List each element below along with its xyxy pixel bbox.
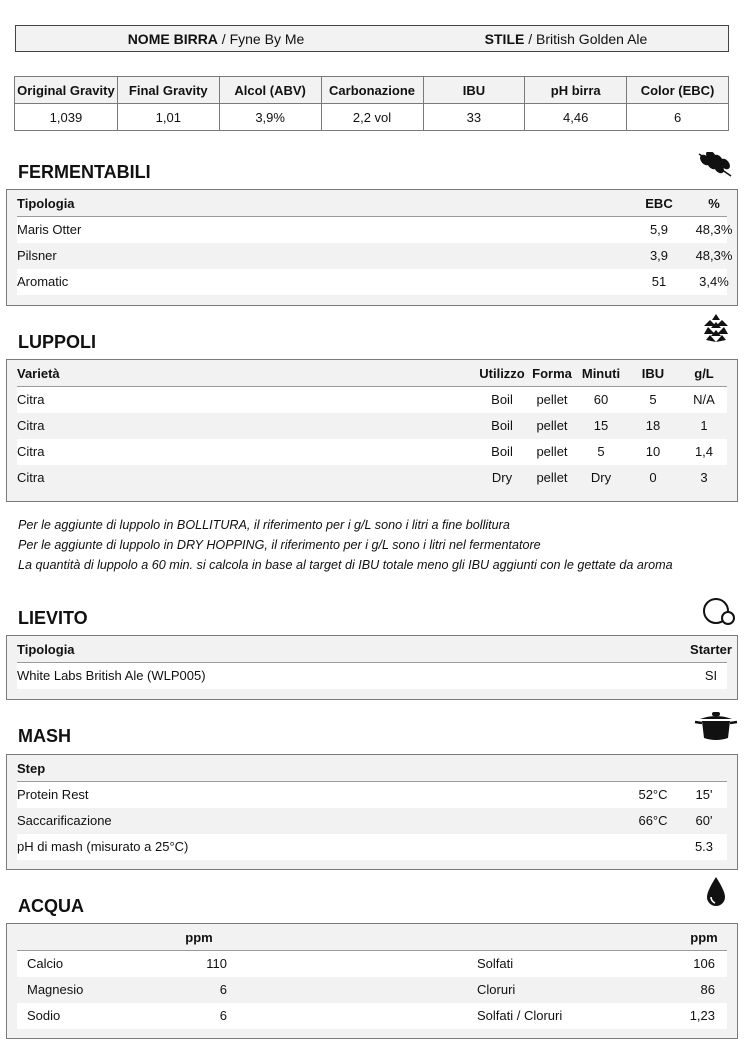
- stats-header: pH birra: [525, 77, 627, 104]
- stats-header: Color (EBC): [627, 77, 729, 104]
- hop-form: pellet: [536, 470, 568, 485]
- note-line: Per le aggiunte di luppolo in BOLLITURA, il riferimento per i g/L sono i litri a fine bollitura: [18, 518, 510, 532]
- col-header-ibu: IBU: [641, 366, 665, 381]
- ion-name: Magnesio: [27, 982, 84, 997]
- note-line: Per le aggiunte di luppolo in DRY HOPPING, il riferimento per i g/L sono i litri nel fermentatore: [18, 538, 541, 552]
- hop-minutes: 15: [593, 418, 609, 433]
- mash-step-name: pH di mash (misurato a 25°C): [17, 839, 189, 854]
- fermentable-pct: 48,3%: [695, 222, 733, 237]
- hop-ibu: 18: [645, 418, 661, 433]
- ion-value: 6: [219, 982, 227, 997]
- hop-gl: 1,4: [694, 444, 714, 459]
- stats-value: 6: [627, 104, 729, 131]
- stats-value: 2,2 vol: [321, 104, 423, 131]
- hop-ibu: 5: [649, 392, 657, 407]
- stats-value-row: [15, 104, 729, 131]
- note-line: La quantità di luppolo a 60 min. si calcola in base al target di IBU totale meno gli IBU aggiunti con le gettate da aroma: [18, 558, 673, 572]
- col-header-step: Step: [17, 761, 46, 776]
- stats-value: 4,46: [525, 104, 627, 131]
- col-header-type: Tipologia: [17, 642, 75, 657]
- col-header-type: Tipologia: [17, 196, 75, 211]
- table-row: [17, 834, 727, 860]
- table-row: [17, 1003, 727, 1029]
- table-header-row: [17, 361, 727, 387]
- col-header-starter: Starter: [690, 642, 732, 657]
- mash-step-time: 60': [695, 813, 713, 828]
- fermentable-pct: 3,4%: [699, 274, 729, 289]
- hop-ibu: 10: [645, 444, 661, 459]
- luppoli-title: LUPPOLI: [18, 332, 97, 352]
- ion-name: Solfati / Cloruri: [477, 1008, 563, 1023]
- col-header-form: Forma: [532, 366, 572, 381]
- table-row: [17, 217, 733, 243]
- table-row: [17, 465, 727, 491]
- table-row: [17, 951, 727, 977]
- table-row: [17, 663, 727, 689]
- col-header-ebc: EBC: [645, 196, 673, 211]
- col-header-use: Utilizzo: [479, 366, 525, 381]
- col-header-gl: g/L: [694, 366, 714, 381]
- hop-form: pellet: [536, 392, 568, 407]
- mash-title: MASH: [18, 726, 71, 746]
- ion-value: 6: [219, 1008, 227, 1023]
- beer-header: [15, 25, 729, 52]
- col-header-pct: %: [708, 196, 720, 211]
- table-header-row: [17, 925, 727, 951]
- fermentable-name: Pilsner: [17, 248, 57, 263]
- yeast-icon: [700, 596, 738, 626]
- mash-step-temp: 52°C: [638, 787, 668, 802]
- stats-value: 33: [423, 104, 525, 131]
- table-row: [17, 413, 727, 439]
- stats-header-row: [15, 77, 729, 104]
- ion-name: Cloruri: [477, 982, 516, 997]
- beer-name: NOME BIRRA / Fyne By Me: [127, 31, 305, 47]
- stats-value: 1,039: [15, 104, 118, 131]
- ion-value: 86: [700, 982, 715, 997]
- ion-name: Solfati: [477, 956, 514, 971]
- hop-variety: Citra: [17, 470, 45, 485]
- mash-step-name: Saccarificazione: [17, 813, 112, 828]
- stats-header: IBU: [423, 77, 525, 104]
- mash-step-temp: 66°C: [638, 813, 668, 828]
- stats-header: Original Gravity: [15, 77, 118, 104]
- hop-variety: Citra: [17, 392, 45, 407]
- hop-notes: [18, 515, 673, 575]
- col-header-ppm-left: ppm: [185, 930, 213, 945]
- table-row: [17, 243, 733, 269]
- table-row: [17, 439, 727, 465]
- table-header-row: [17, 191, 727, 217]
- pot-icon: [694, 710, 738, 742]
- mash-table: [6, 754, 738, 870]
- fermentable-name: Aromatic: [17, 274, 69, 289]
- table-row: [17, 782, 727, 808]
- hop-use: Boil: [491, 392, 513, 407]
- hop-minutes: Dry: [590, 470, 612, 485]
- table-header-row: [17, 756, 727, 782]
- mash-step-time: 5.3: [694, 839, 714, 854]
- hop-use: Boil: [491, 418, 513, 433]
- hop-variety: Citra: [17, 418, 45, 433]
- hop-gl: N/A: [693, 392, 715, 407]
- stats-table: [14, 76, 729, 131]
- ion-name: Calcio: [27, 956, 64, 971]
- hop-use: Dry: [491, 470, 513, 485]
- hop-ibu: 0: [649, 470, 657, 485]
- hop-variety: Citra: [17, 444, 45, 459]
- hop-use: Boil: [491, 444, 513, 459]
- hop-icon: [702, 312, 730, 344]
- hop-form: pellet: [536, 444, 568, 459]
- ion-value: 110: [206, 956, 227, 971]
- fermentable-ebc: 5,9: [649, 222, 669, 237]
- stats-header: Final Gravity: [117, 77, 219, 104]
- mash-step-time: 15': [695, 787, 713, 802]
- acqua-table: [6, 923, 738, 1039]
- fermentabili-table: [6, 189, 738, 306]
- mash-step-name: Protein Rest: [17, 787, 89, 802]
- fermentable-pct: 48,3%: [695, 248, 733, 263]
- table-row: [17, 808, 727, 834]
- stats-value: 3,9%: [219, 104, 321, 131]
- col-header-ppm-right: ppm: [690, 930, 718, 945]
- fermentable-ebc: 51: [651, 274, 667, 289]
- col-header-minutes: Minuti: [581, 366, 621, 381]
- stats-header: Carbonazione: [321, 77, 423, 104]
- fermentabili-title: FERMENTABILI: [18, 162, 151, 182]
- lievito-title: LIEVITO: [18, 608, 88, 628]
- table-row: [17, 269, 727, 295]
- hop-minutes: 5: [597, 444, 605, 459]
- water-drop-icon: [705, 876, 727, 908]
- ion-name: Sodio: [27, 1008, 61, 1023]
- yeast-starter: SI: [704, 668, 718, 683]
- stats-header: Alcol (ABV): [219, 77, 321, 104]
- acqua-title: ACQUA: [18, 896, 84, 916]
- luppoli-table: [6, 359, 738, 502]
- table-row: [17, 387, 727, 413]
- hop-gl: 3: [700, 470, 708, 485]
- ion-value: 106: [693, 956, 715, 971]
- col-header-variety: Varietà: [17, 366, 60, 381]
- ion-value: 1,23: [689, 1008, 715, 1023]
- hop-gl: 1: [700, 418, 708, 433]
- hop-minutes: 60: [593, 392, 609, 407]
- beer-style: STILE / British Golden Ale: [484, 31, 648, 47]
- yeast-name: White Labs British Ale (WLP005): [17, 668, 206, 683]
- hop-form: pellet: [536, 418, 568, 433]
- lievito-table: [6, 635, 738, 700]
- table-header-row: [17, 637, 732, 663]
- wheat-icon: [697, 152, 735, 182]
- table-row: [17, 977, 727, 1003]
- fermentable-ebc: 3,9: [649, 248, 669, 263]
- stats-value: 1,01: [117, 104, 219, 131]
- fermentable-name: Maris Otter: [17, 222, 82, 237]
